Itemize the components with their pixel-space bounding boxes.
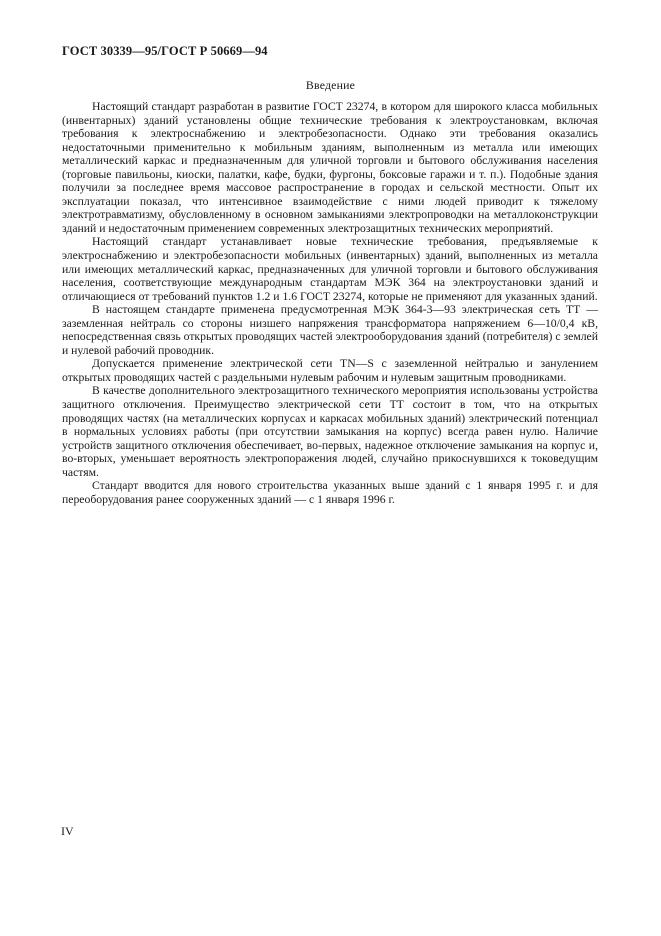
body-text [62,100,598,506]
paragraph-4: Допускается применение электрической сети TN—S с заземленной нейтралью и занулением открытых проводящих частей с раздельными нулевым рабочим и нулевым защитным проводниками. [62,357,598,384]
paragraph-6: Стандарт вводится для нового строительства указанных выше зданий с 1 января 1995 г. и для переоборудования ранее сооруженных зданий — с 1 января 1996 г. [62,479,598,506]
page-number: IV [61,824,74,838]
paragraph-3: В настоящем стандарте применена предусмотренная МЭК 364-3—93 электрическая сеть ТТ — заземленная нейтраль со стороны низшего напряжения трансформатора напряжением 6—10/0,4 кВ, непосредственная связь открытых проводящих частей электрооборудования зданий (потребителя) с землей и нулевой рабочий проводник. [62,303,598,357]
running-header: ГОСТ 30339—95/ГОСТ Р 50669—94 [62,44,268,58]
paragraph-2: Настоящий стандарт устанавливает новые технические требования, предъявляемые к электроснабжению и электробезопасности мобильных (инвентарных) зданий, выполненных из металла или имеющих металлический каркас, предназначенных для уличной торговли и бытового обслуживания населения, соответствующие международным стандартам МЭК 364 на электроустановки зданий и отличающиеся от требований пунктов 1.2 и 1.6 ГОСТ 23274, которые не применяют для указанных зданий. [62,235,598,303]
paragraph-5: В качестве дополнительного электрозащитного технического мероприятия использованы устройства защитного отключения. Преимущество электрической сети ТТ состоит в том, что на открытых проводящих частях (на металлических корпусах и каркасах мобильных зданий) электрический потенциал в нормальных условиях работы (при отсутствии замыкания на корпус) всегда равен нулю. Наличие устройств защитного отключения обеспечивает, во-первых, надежное отключение замыкания на корпус и, во-вторых, уменьшает вероятность электропоражения людей, случайно прикоснувшихся к токоведущим частям. [62,384,598,479]
paragraph-1: Настоящий стандарт разработан в развитие ГОСТ 23274, в котором для широкого класса мобильных (инвентарных) зданий установлены общие технические требования к электроустановкам, включая требования к электроснабжению и электробезопасности. Однако эти требования оказались недостаточными применительно к мобильным зданиям, выполненным из металла или имеющих металлический каркас и предназначенным для уличной торговли и бытового обслуживания населения (торговые павильоны, киоски, палатки, кафе, будки, фургоны, боксовые гаражи и т. п.). Подобные здания получили за последнее время массовое распространение в городах и сельской местности. Опыт их эксплуатации показал, что интенсивное взаимодействие с ними людей приводит к тяжелому электротравматизму, обусловленному в основном замыканиями электропроводки на металлоконструкции зданий и недостаточным применением современных электрозащитных технических мероприятий. [62,100,598,235]
section-title: Введение [305,78,356,92]
